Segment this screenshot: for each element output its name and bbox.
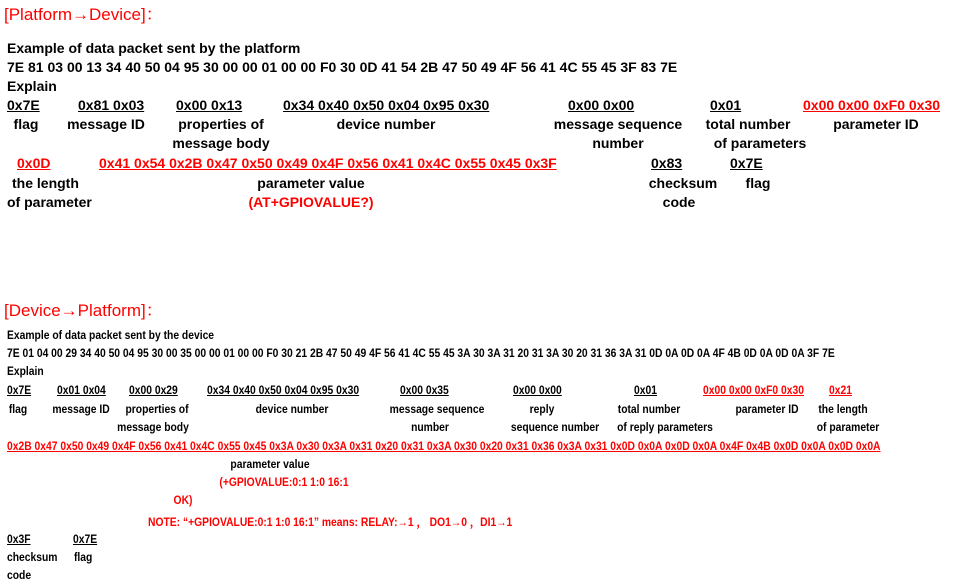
s2-field-message-id-label: message ID xyxy=(52,402,110,416)
s2-field-device-number-label: device number xyxy=(255,402,329,416)
s2-field-parameter-value-label: parameter value xyxy=(230,457,310,471)
s1-field-total-params-hex: 0x01 xyxy=(710,97,742,113)
s1-field-parameter-value-ascii: (AT+GPIOVALUE?) xyxy=(248,194,374,210)
s2-field-sequence-label-1: message sequence xyxy=(389,402,485,416)
s1-field-device-number-label: device number xyxy=(336,116,436,132)
s2-field-properties-label-1: properties of xyxy=(125,402,189,416)
s2-field-reply-sequence-hex: 0x00 0x00 xyxy=(513,383,562,397)
s1-field-sequence-label-1: message sequence xyxy=(553,116,683,132)
s2-field-message-id-hex: 0x01 0x04 xyxy=(57,383,106,397)
s1-field-message-id-label: message ID xyxy=(67,116,145,132)
s1-field-length-hex: 0x0D xyxy=(17,155,51,171)
s1-field-flag-hex: 0x7E xyxy=(7,97,40,113)
s2-field-length-label-1: the length xyxy=(818,402,868,416)
s1-field-sequence-label-2: number xyxy=(592,135,644,151)
s2-field-parameter-value-ascii-1: (+GPIOVALUE:0:1 1:0 16:1 xyxy=(219,475,349,489)
section1-heading: [Platform→Device]： xyxy=(4,5,163,24)
s2-field-checksum-hex: 0x3F xyxy=(7,532,31,546)
s1-field-end-flag-hex: 0x7E xyxy=(730,155,763,171)
section2-example-label: Example of data packet sent by the device xyxy=(7,328,215,342)
s2-field-checksum-label-1: checksum xyxy=(7,550,58,564)
s2-note: NOTE: “+GPIOVALUE:0:1 1:0 16:1” means: RELAY:→1 ， DO1→0 ，DI1→1 xyxy=(148,515,513,529)
s1-field-parameter-id-hex: 0x00 0x00 0xF0 0x30 xyxy=(803,97,941,113)
s1-field-total-params-label-1: total number xyxy=(705,116,791,132)
s1-field-properties-hex: 0x00 0x13 xyxy=(176,97,243,113)
s1-field-parameter-value-hex: 0x41 0x54 0x2B 0x47 0x50 0x49 0x4F 0x56 0x41 0x4C 0x55 0x45 0x3F xyxy=(99,155,557,171)
section1-packet-hex: 7E 81 03 00 13 34 40 50 04 95 30 00 00 01 00 00 F0 30 0D 41 54 2B 47 50 49 4F 56 41 4C 55 45 3F 83 7E xyxy=(7,59,678,75)
s1-field-checksum-label-1: checksum xyxy=(648,175,718,191)
s1-field-length-label-2: of parameter xyxy=(7,194,92,210)
s2-field-end-flag-label: flag xyxy=(74,550,93,564)
s1-field-properties-label-1: properties of xyxy=(178,116,264,132)
s2-field-reply-sequence-label-2: sequence number xyxy=(510,420,600,434)
s2-field-length-hex: 0x21 xyxy=(829,383,852,397)
s1-field-end-flag-label: flag xyxy=(745,175,771,191)
s1-field-message-id-hex: 0x81 0x03 xyxy=(78,97,145,113)
s2-field-parameter-value-ascii-2: OK) xyxy=(173,493,193,507)
s2-field-total-params-label-1: total number xyxy=(617,402,681,416)
s2-field-parameter-id-label: parameter ID xyxy=(735,402,799,416)
s2-field-checksum-label-2: code xyxy=(7,568,32,582)
section1-example-label: Example of data packet sent by the platform xyxy=(7,40,301,56)
s2-field-sequence-label-2: number xyxy=(411,420,449,434)
s1-field-device-number-hex: 0x34 0x40 0x50 0x04 0x95 0x30 xyxy=(283,97,490,113)
section2-heading: [Device→Platform]： xyxy=(4,301,163,320)
s1-field-sequence-hex: 0x00 0x00 xyxy=(568,97,635,113)
s1-field-properties-label-2: message body xyxy=(172,135,270,151)
s2-field-total-params-hex: 0x01 xyxy=(634,383,657,397)
section2-packet-hex: 7E 01 04 00 29 34 40 50 04 95 30 00 35 00 00 01 00 00 F0 30 21 2B 47 50 49 4F 56 41 4C 55 45 3A 30 3A 31 20 31 3A 30 20 31 36 3A 31 0D 0A 0D 0A 4F 4B 0D 0A 0D 0A 3F 7E xyxy=(7,346,835,360)
s2-field-length-label-2: of parameter xyxy=(816,420,880,434)
s2-field-end-flag-hex: 0x7E xyxy=(73,532,98,546)
s2-field-reply-sequence-label-1: reply xyxy=(529,402,555,416)
s2-field-parameter-id-hex: 0x00 0x00 0xF0 0x30 xyxy=(703,383,805,397)
s1-field-length-label-1: the length xyxy=(12,175,79,191)
s1-field-flag-label: flag xyxy=(13,116,39,132)
s2-field-total-params-label-2: of reply parameters xyxy=(617,420,713,434)
s1-field-checksum-label-2: code xyxy=(662,194,696,210)
s2-field-properties-hex: 0x00 0x29 xyxy=(129,383,178,397)
s2-field-properties-label-2: message body xyxy=(117,420,189,434)
s2-field-parameter-value-hex: 0x2B 0x47 0x50 0x49 0x4F 0x56 0x41 0x4C 0x55 0x45 0x3A 0x30 0x3A 0x31 0x20 0x31 0x3A 0x30 0x20 0x31 0x36 0x3A 0x31 0x0D 0x0A 0x0D 0x0A 0x4F 0x4B 0x0D 0x0A 0x0D 0x0A xyxy=(7,439,881,453)
section2-explain-label: Explain xyxy=(7,364,44,378)
s2-field-sequence-hex: 0x00 0x35 xyxy=(400,383,449,397)
s2-field-flag-hex: 0x7E xyxy=(7,383,32,397)
section1-explain-label: Explain xyxy=(7,78,57,94)
s1-field-checksum-hex: 0x83 xyxy=(651,155,683,171)
s1-field-parameter-value-label: parameter value xyxy=(257,175,365,191)
s1-field-total-params-label-2: of parameters xyxy=(713,135,807,151)
s1-field-parameter-id-label: parameter ID xyxy=(833,116,919,132)
s2-field-device-number-hex: 0x34 0x40 0x50 0x04 0x95 0x30 xyxy=(207,383,360,397)
s2-field-flag-label: flag xyxy=(8,402,28,416)
